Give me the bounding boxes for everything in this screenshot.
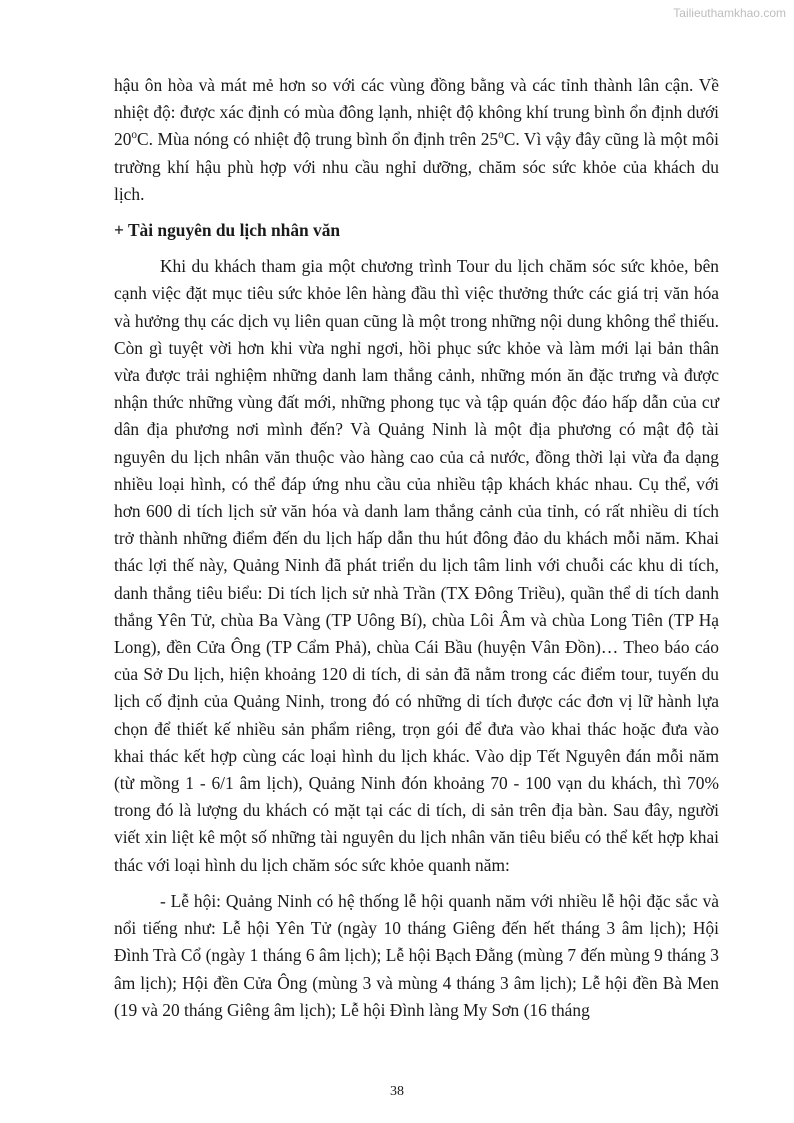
- degree-symbol-2: o: [498, 129, 504, 142]
- watermark: Tailieuthamkhao.com: [673, 6, 786, 20]
- page-body: [114, 72, 719, 1024]
- climate-text-part-3: C. Vì vậy đây cũng là một môi trường khí hậu phù hợp với nhu cầu nghỉ dưỡng, chăm sóc sức khỏe của khách du lịch.: [114, 129, 720, 204]
- degree-symbol-1: o: [131, 129, 138, 142]
- climate-paragraph: [114, 72, 719, 208]
- festival-paragraph: - Lễ hội: Quảng Ninh có hệ thống lễ hội quanh năm với nhiều lễ hội đặc sắc và nổi tiếng như: Lễ hội Yên Tử (ngày 10 tháng Giêng đến hết tháng 3 âm lịch); Hội Đình Trà Cổ (ngày 1 tháng 6 âm lịch); Lễ hội Bạch Đằng (mùng 7 đến mùng 9 tháng 3 âm lịch); Hội đền Cửa Ông (mùng 3 và mùng 4 tháng 3 âm lịch); Lễ hội đền Bà Men (19 và 20 tháng Giêng âm lịch); Lễ hội Đình làng My Sơn (16 tháng: [114, 890, 719, 1020]
- section-heading: + Tài nguyên du lịch nhân văn: [114, 220, 341, 241]
- page-number: 38: [390, 1084, 404, 1099]
- main-paragraph: Khi du khách tham gia một chương trình Tour du lịch chăm sóc sức khỏe, bên cạnh việc đặt mục tiêu sức khỏe lên hàng đầu thì việc thưởng thức các giá trị văn hóa và hưởng thụ các dịch vụ liên quan cũng là một trong những nội dung không thể thiếu. Còn gì tuyệt vời hơn khi vừa nghỉ ngơi, hồi phục sức khỏe và làm mới lại bản thân vừa được trải nghiệm những danh lam thắng cảnh, những món ăn đặc trưng và được nhận thức những vùng đất mới, những phong tục và tập quán độc đáo hấp dẫn của cư dân địa phương nơi mình đến? Và Quảng Ninh là một địa phương có mật độ tài nguyên du lịch nhân văn thuộc vào hàng cao của cả nước, đồng thời lại vừa đa dạng nhiều loại hình, có thể đáp ứng nhu cầu của nhiều tập khách khác nhau. Cụ thể, với hơn 600 di tích lịch sử văn hóa và danh lam thắng cảnh của tỉnh, có rất nhiều di tích trở thành những điểm đến du lịch hấp dẫn thu hút đông đảo du khách mỗi năm. Khai thác lợi thế này, Quảng Ninh đã phát triển du lịch tâm linh với chuỗi các khu di tích, danh thắng tiêu biểu: Di tích lịch sử nhà Trần (TX Đông Triều), quần thể di tích danh thắng Yên Tử, chùa Ba Vàng (TP Uông Bí), chùa Lôi Âm và chùa Long Tiên (TP Hạ Long), đền Cửa Ông (TP Cẩm Phả), chùa Cái Bầu (huyện Vân Đồn)… Theo báo cáo của Sở Du lịch, hiện khoảng 120 di tích, di sản đã nằm trong các điểm tour, tuyến du lịch cố định của Quảng Ninh, trong đó có những di tích được các đơn vị lữ hành lựa chọn để thiết kế nhiều sản phẩm riêng, trọn gói để đưa vào khai thác hoặc đưa vào khai thác kết hợp cùng các loại hình du lịch khác. Vào dịp Tết Nguyên đán mỗi năm (từ mồng 1 - 6/1 âm lịch), Quảng Ninh đón khoảng 70 - 100 vạn du khách, thì 70% trong đó là lượng du khách có mặt tại các di tích, di sản trên địa bàn. Sau đây, người viết xin liệt kê một số những tài nguyên du lịch nhân văn tiêu biểu có thể kết hợp khai thác với loại hình du lịch chăm sóc sức khỏe quanh năm:: [114, 256, 719, 875]
- climate-text-part-1: hậu ôn hòa và mát mẻ hơn so với các vùng đồng bằng và các tỉnh thành lân cận. Về nhiệt độ: được xác định có mùa đông lạnh, nhiệt độ không khí trung bình ổn định dưới 20: [114, 75, 719, 150]
- climate-text-part-2: C. Mùa nóng có nhiệt độ trung bình ổn định trên 25: [137, 129, 499, 150]
